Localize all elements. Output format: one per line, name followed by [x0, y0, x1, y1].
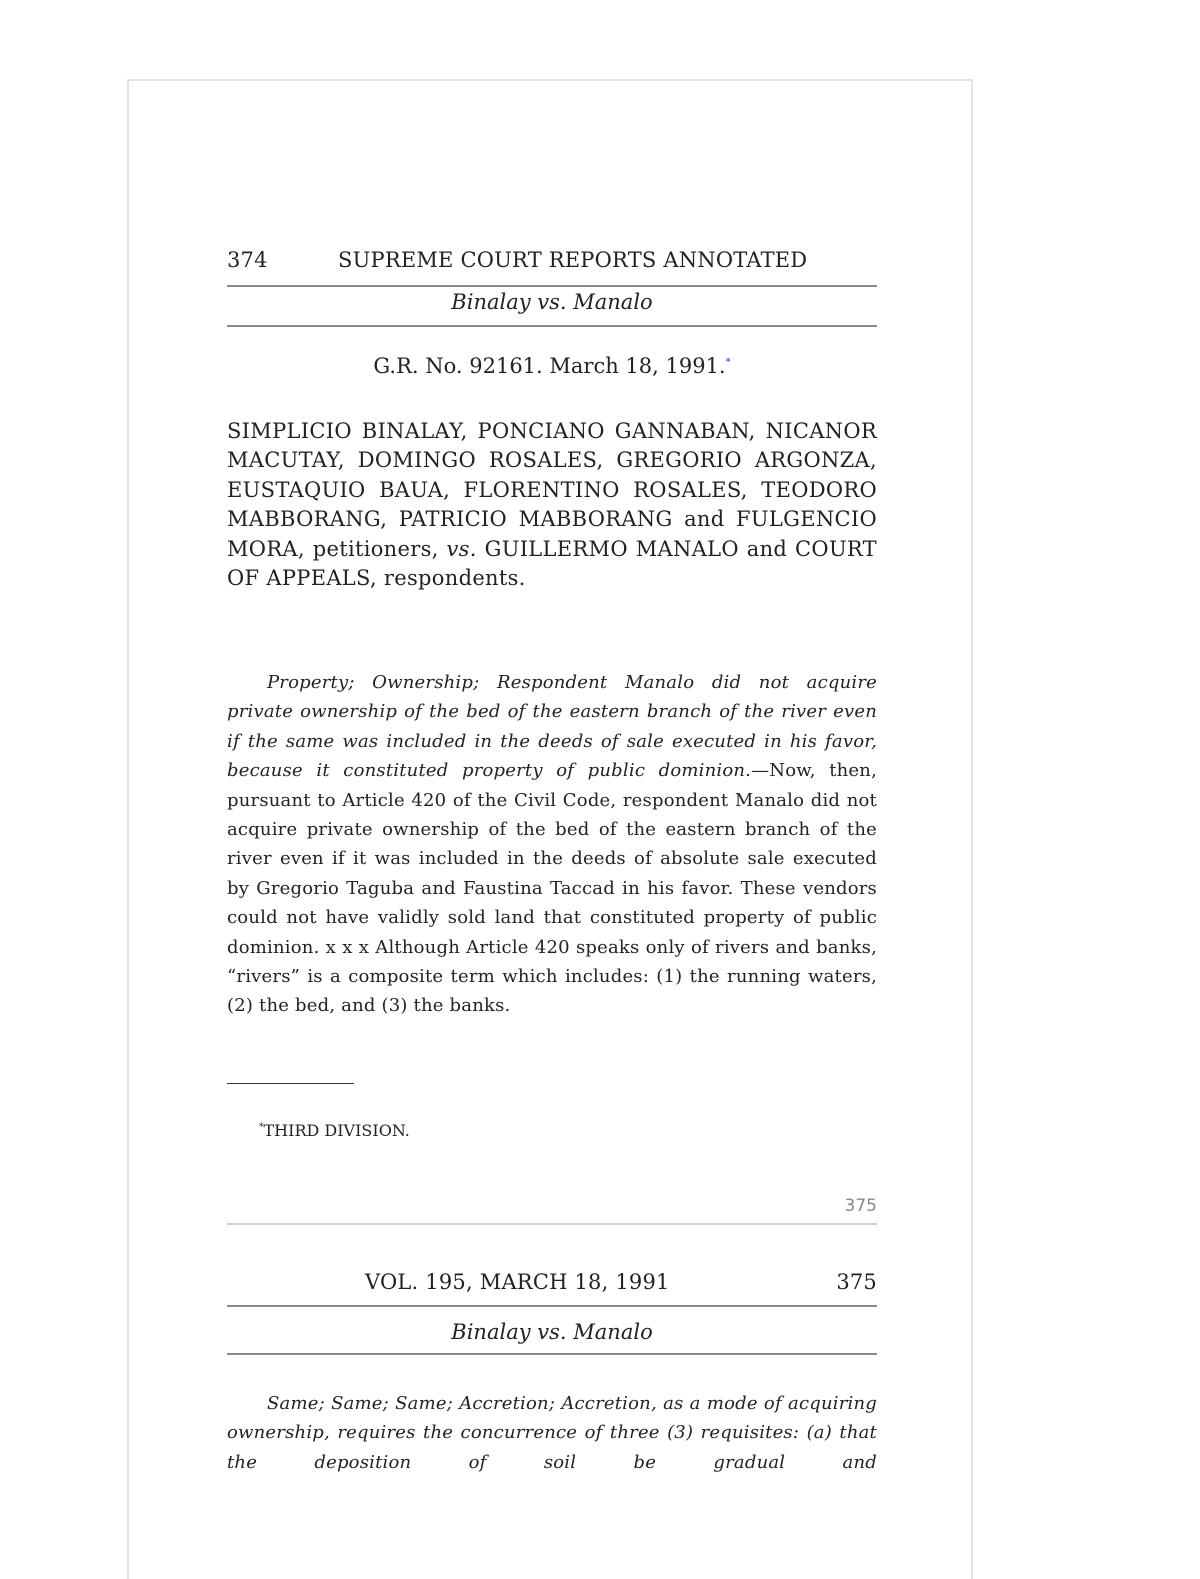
page-number: 374: [227, 248, 268, 272]
footnote-link[interactable]: *: [725, 357, 731, 368]
syllabus-body: —Now, then, pursuant to Article 420 of the Civil Code, respondent Manalo did not acquire private ownership of the bed of the eastern branch of the river even if it was included in the deeds of absolute sale executed by Gregorio Taguba and Faustina Taccad in his favor. These vendors could not have validly sold land that constituted property of public dominion. x x x Although Article 420 speaks only of rivers and banks, “rivers” is a composite term which includes: (1) the running waters, (2) the bed, and (3) the banks.: [227, 760, 878, 1017]
case-title: Binalay vs. Manalo: [451, 1320, 653, 1344]
footnote-divider: [227, 1083, 354, 1084]
running-header: [227, 248, 877, 272]
running-title: VOL. 195, MARCH 18, 1991: [365, 1270, 670, 1294]
header-rule: [227, 325, 877, 327]
page-marker: 375: [844, 1196, 877, 1216]
header-rule: [227, 285, 877, 287]
header-rule: [227, 1353, 877, 1355]
syllabus-paragraph: [227, 1389, 877, 1477]
syllabus-headnote: Same; Same; Same; Accretion; Accretion, as a mode of acquiring ownership, requires the concurrence of three (3) requisites: (a) that the deposition of soil be gradual and: [227, 1393, 877, 1473]
syllabus-headnote: Property; Ownership; Respondent Manalo did not acquire private ownership of the bed of the eastern branch of the river even if the same was included in the deeds of sale executed in his favor, because it constituted property of public dominion.: [227, 672, 877, 782]
running-title: SUPREME COURT REPORTS ANNOTATED: [338, 248, 808, 272]
gr-number: G.R. No. 92161. March 18, 1991.*: [373, 354, 731, 378]
syllabus-paragraph: [227, 668, 877, 1021]
footnote: *THIRD DIVISION.: [259, 1121, 410, 1140]
case-title: Binalay vs. Manalo: [451, 290, 653, 314]
page-number: 375: [836, 1270, 877, 1294]
header-rule: [227, 1305, 877, 1307]
parties: SIMPLICIO BINALAY, PONCIANO GANNABAN, NICANOR MACUTAY, DOMINGO ROSALES, GREGORIO ARGONZA, EUSTAQUIO BAUA, FLORENTINO ROSALES, TEODORO MABBORANG, PATRICIO MABBORANG and FULGENCIO MORA, petitioners, vs. GUILLERMO MANALO and COURT OF APPEALS, respondents.: [227, 419, 877, 591]
page-separator: [227, 1223, 877, 1225]
